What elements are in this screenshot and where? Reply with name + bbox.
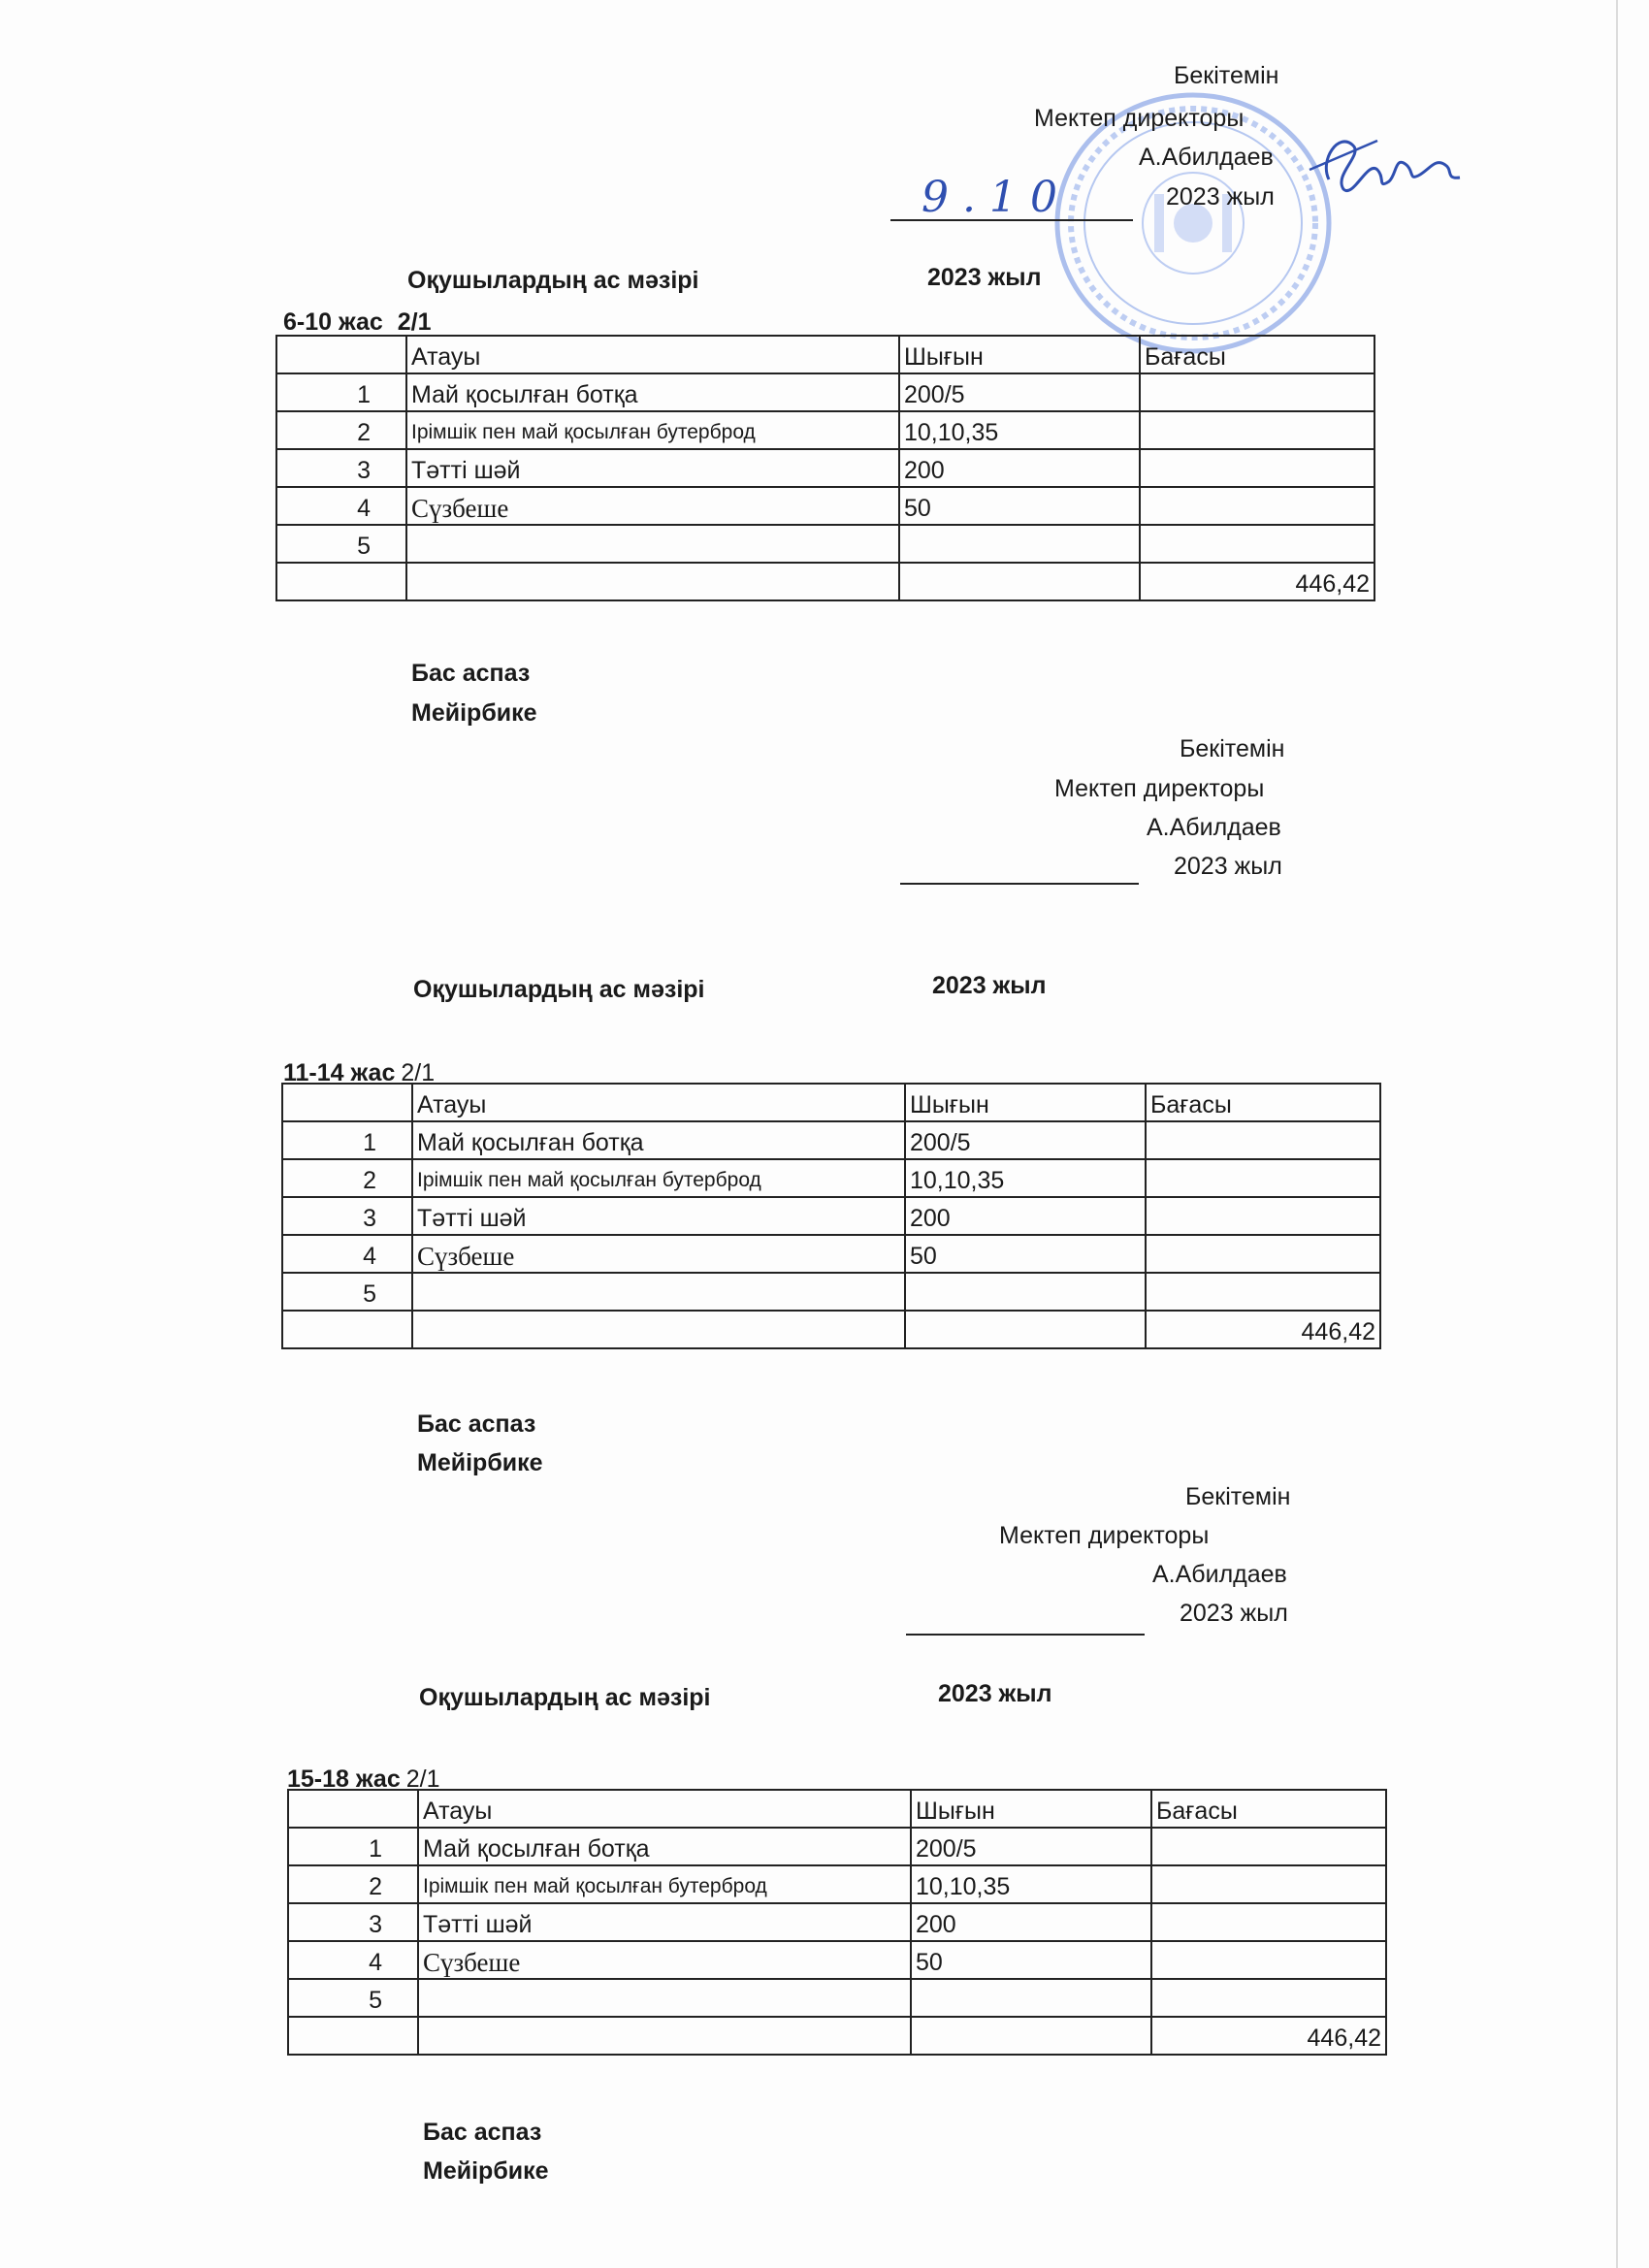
table-row bbox=[282, 1121, 1380, 1159]
header-name: Атауы bbox=[418, 1790, 911, 1828]
row-price bbox=[1151, 1865, 1386, 1903]
row-dish-name bbox=[418, 1979, 911, 2017]
row-quantity: 200 bbox=[905, 1197, 1146, 1235]
total-price: 446,42 bbox=[1146, 1311, 1380, 1348]
header-price: Бағасы bbox=[1146, 1084, 1380, 1121]
row-dish-name: Сүзбеше bbox=[418, 1941, 911, 1979]
table-row bbox=[282, 1197, 1380, 1235]
row-number: 4 bbox=[288, 1941, 418, 1979]
total-empty-cell bbox=[412, 1311, 905, 1348]
row-number: 1 bbox=[276, 373, 406, 411]
header-name: Атауы bbox=[412, 1084, 905, 1121]
total-empty-cell bbox=[288, 2017, 418, 2055]
total-price: 446,42 bbox=[1140, 563, 1374, 600]
row-dish-name bbox=[406, 525, 899, 563]
total-empty-cell bbox=[276, 563, 406, 600]
row-price bbox=[1140, 449, 1374, 487]
menu-title-year: 2023 жыл bbox=[927, 264, 1042, 291]
row-number: 1 bbox=[282, 1121, 412, 1159]
approval-line-approve: Бекітемін bbox=[1185, 1483, 1291, 1510]
table-row bbox=[282, 1159, 1380, 1197]
row-quantity bbox=[911, 1979, 1151, 2017]
row-dish-name: Тәтті шәй bbox=[418, 1903, 911, 1941]
total-empty-cell bbox=[406, 563, 899, 600]
table-total-row bbox=[282, 1311, 1380, 1348]
row-price bbox=[1140, 411, 1374, 449]
row-price bbox=[1146, 1121, 1380, 1159]
header-name: Атауы bbox=[406, 336, 899, 373]
header-quantity: Шығын bbox=[905, 1084, 1146, 1121]
row-dish-name: Ірімшік пен май қосылған бутерброд bbox=[412, 1159, 905, 1197]
row-dish-name: Ірімшік пен май қосылған бутерброд bbox=[406, 411, 899, 449]
age-range: 11-14 жас bbox=[283, 1059, 396, 1086]
signature-line bbox=[906, 1634, 1145, 1636]
table-header-row bbox=[288, 1790, 1386, 1828]
header-quantity: Шығын bbox=[911, 1790, 1151, 1828]
menu-title: Оқушылардың ас мәзірі bbox=[419, 1684, 711, 1711]
chef-label: Бас аспаз bbox=[417, 1410, 536, 1438]
row-quantity: 200 bbox=[899, 449, 1140, 487]
approval-line-year: 2023 жыл bbox=[1166, 183, 1275, 211]
menu-code: 2/1 bbox=[401, 1059, 436, 1086]
row-quantity: 200/5 bbox=[911, 1828, 1151, 1865]
approval-line-name: А.Абилдаев bbox=[1147, 814, 1281, 841]
row-quantity: 200/5 bbox=[905, 1121, 1146, 1159]
total-empty-cell bbox=[911, 2017, 1151, 2055]
nurse-label: Мейірбике bbox=[411, 699, 537, 727]
row-quantity: 50 bbox=[911, 1941, 1151, 1979]
row-price bbox=[1140, 373, 1374, 411]
approval-line-director: Мектеп директоры bbox=[999, 1522, 1210, 1549]
menu-code: 2/1 bbox=[405, 1766, 440, 1793]
row-number: 3 bbox=[276, 449, 406, 487]
row-number: 4 bbox=[282, 1235, 412, 1273]
total-empty-cell bbox=[905, 1311, 1146, 1348]
table-row bbox=[282, 1273, 1380, 1311]
table-row bbox=[288, 1865, 1386, 1903]
row-quantity: 10,10,35 bbox=[899, 411, 1140, 449]
table-row bbox=[276, 373, 1374, 411]
row-price bbox=[1151, 1828, 1386, 1865]
table-row bbox=[282, 1235, 1380, 1273]
menu-table bbox=[275, 335, 1375, 601]
row-number: 1 bbox=[288, 1828, 418, 1865]
menu-title-year: 2023 жыл bbox=[932, 972, 1047, 999]
row-number: 5 bbox=[288, 1979, 418, 2017]
page-edge-shadow bbox=[1616, 0, 1618, 2268]
handwritten-date: 9.10 bbox=[922, 173, 1071, 222]
row-number: 2 bbox=[276, 411, 406, 449]
row-dish-name: Сүзбеше bbox=[406, 487, 899, 525]
header-number bbox=[282, 1084, 412, 1121]
row-dish-name: Май қосылған ботқа bbox=[412, 1121, 905, 1159]
age-range: 15-18 жас bbox=[287, 1766, 401, 1793]
table-row bbox=[288, 1979, 1386, 2017]
row-dish-name: Ірімшік пен май қосылған бутерброд bbox=[418, 1865, 911, 1903]
table-row bbox=[288, 1903, 1386, 1941]
row-number: 2 bbox=[282, 1159, 412, 1197]
row-quantity: 200 bbox=[911, 1903, 1151, 1941]
menu-title: Оқушылардың ас мәзірі bbox=[413, 976, 705, 1003]
approval-line-director: Мектеп директоры bbox=[1054, 775, 1265, 802]
director-signature bbox=[1300, 121, 1465, 204]
row-quantity: 50 bbox=[899, 487, 1140, 525]
header-number bbox=[276, 336, 406, 373]
row-dish-name bbox=[412, 1273, 905, 1311]
row-price bbox=[1140, 487, 1374, 525]
approval-line-name: А.Абилдаев bbox=[1139, 144, 1274, 171]
row-dish-name: Тәтті шәй bbox=[406, 449, 899, 487]
row-number: 3 bbox=[282, 1197, 412, 1235]
row-price bbox=[1140, 525, 1374, 563]
row-quantity: 10,10,35 bbox=[911, 1865, 1151, 1903]
chef-label: Бас аспаз bbox=[423, 2119, 542, 2146]
row-dish-name: Сүзбеше bbox=[412, 1235, 905, 1273]
approval-line-name: А.Абилдаев bbox=[1152, 1561, 1287, 1588]
approval-line-director: Мектеп директоры bbox=[1034, 105, 1245, 132]
age-group-label bbox=[283, 308, 432, 337]
approval-line-year: 2023 жыл bbox=[1174, 853, 1282, 880]
header-number bbox=[288, 1790, 418, 1828]
row-number: 2 bbox=[288, 1865, 418, 1903]
row-number: 4 bbox=[276, 487, 406, 525]
row-price bbox=[1151, 1903, 1386, 1941]
row-price bbox=[1151, 1979, 1386, 2017]
row-price bbox=[1151, 1941, 1386, 1979]
chef-label: Бас аспаз bbox=[411, 660, 531, 687]
table-total-row bbox=[276, 563, 1374, 600]
age-range: 6-10 жас bbox=[283, 308, 383, 336]
total-empty-cell bbox=[418, 2017, 911, 2055]
row-number: 3 bbox=[288, 1903, 418, 1941]
menu-table bbox=[281, 1083, 1381, 1349]
row-quantity bbox=[905, 1273, 1146, 1311]
approval-line-approve: Бекітемін bbox=[1180, 735, 1285, 762]
table-header-row bbox=[276, 336, 1374, 373]
table-total-row bbox=[288, 2017, 1386, 2055]
menu-title: Оқушылардың ас мәзірі bbox=[407, 267, 699, 294]
row-price bbox=[1146, 1197, 1380, 1235]
total-empty-cell bbox=[899, 563, 1140, 600]
row-dish-name: Май қосылған ботқа bbox=[418, 1828, 911, 1865]
row-number: 5 bbox=[276, 525, 406, 563]
table-row bbox=[276, 525, 1374, 563]
header-price: Бағасы bbox=[1140, 336, 1374, 373]
table-row bbox=[288, 1941, 1386, 1979]
row-quantity bbox=[899, 525, 1140, 563]
header-price: Бағасы bbox=[1151, 1790, 1386, 1828]
row-number: 5 bbox=[282, 1273, 412, 1311]
menu-table bbox=[287, 1789, 1387, 2056]
row-dish-name: Тәтті шәй bbox=[412, 1197, 905, 1235]
approval-line-approve: Бекітемін bbox=[1174, 62, 1279, 89]
nurse-label: Мейірбике bbox=[417, 1449, 543, 1476]
approval-line-year: 2023 жыл bbox=[1180, 1600, 1288, 1627]
menu-code: 2/1 bbox=[397, 308, 432, 336]
row-price bbox=[1146, 1235, 1380, 1273]
total-price: 446,42 bbox=[1151, 2017, 1386, 2055]
row-quantity: 50 bbox=[905, 1235, 1146, 1273]
header-quantity: Шығын bbox=[899, 336, 1140, 373]
table-row bbox=[276, 487, 1374, 525]
row-quantity: 10,10,35 bbox=[905, 1159, 1146, 1197]
table-row bbox=[276, 449, 1374, 487]
row-quantity: 200/5 bbox=[899, 373, 1140, 411]
total-empty-cell bbox=[282, 1311, 412, 1348]
row-dish-name: Май қосылған ботқа bbox=[406, 373, 899, 411]
table-header-row bbox=[282, 1084, 1380, 1121]
table-row bbox=[276, 411, 1374, 449]
menu-title-year: 2023 жыл bbox=[938, 1680, 1052, 1707]
signature-line bbox=[900, 883, 1139, 885]
row-price bbox=[1146, 1159, 1380, 1197]
row-price bbox=[1146, 1273, 1380, 1311]
table-row bbox=[288, 1828, 1386, 1865]
nurse-label: Мейірбике bbox=[423, 2157, 549, 2185]
